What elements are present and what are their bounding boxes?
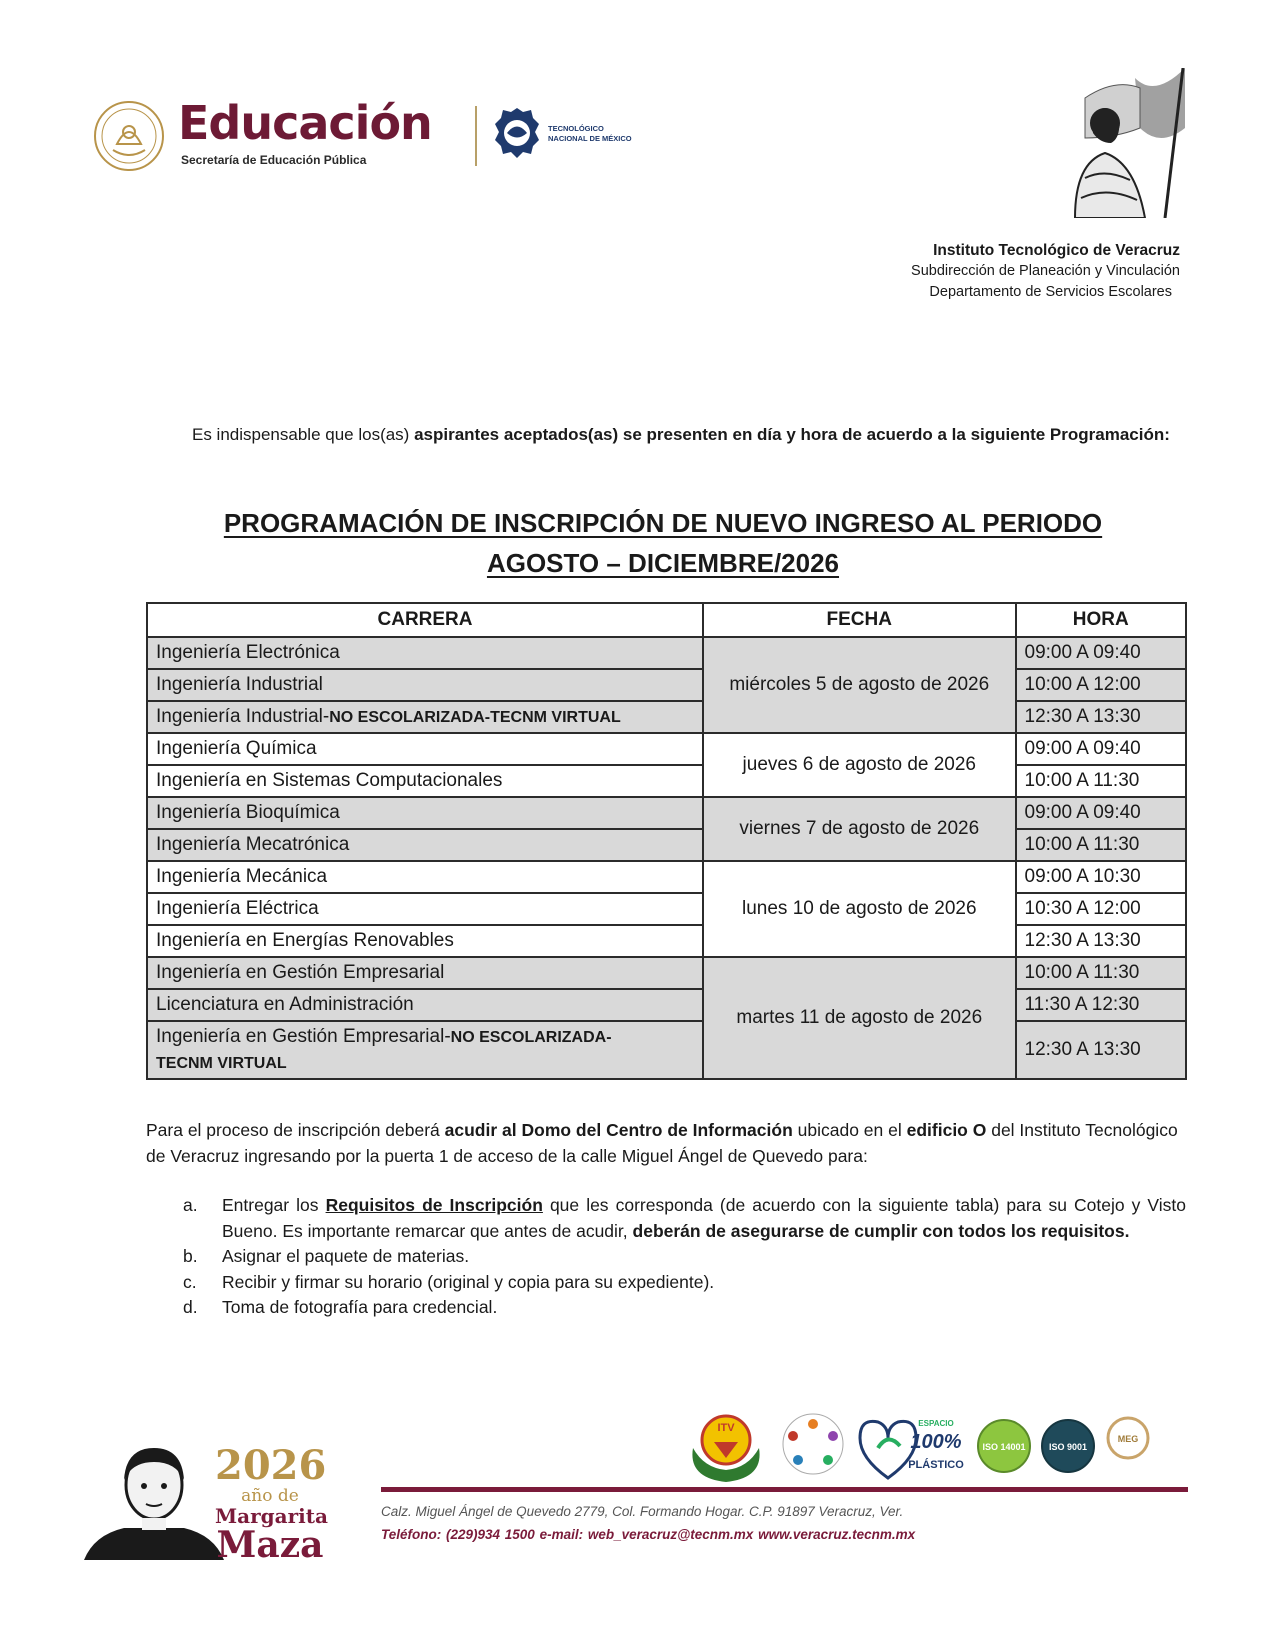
carrera-text: Ingeniería en Gestión Empresarial- — [156, 1026, 451, 1047]
hora-cell: 10:30 A 12:00 — [1016, 893, 1186, 925]
itv-label: ITV — [717, 1422, 735, 1434]
proc-bold-1: acudir al Domo del Centro de Información — [444, 1120, 793, 1140]
proc-text-3: del Instituto Tecnológico de Veracruz ingresando por la puerta 1 de acceso de la calle Miguel Ángel de Quevedo para: — [146, 1120, 1178, 1166]
footer-divider — [381, 1487, 1188, 1492]
step-a-text-1: Entregar los — [222, 1195, 326, 1215]
carrera-cell: Ingeniería en Energías Renovables — [147, 925, 703, 957]
educacion-wordmark: Educación — [178, 96, 432, 150]
tecnm-text — [548, 124, 632, 144]
proc-text-2: ubicado en el — [792, 1120, 907, 1140]
carrera-cell — [147, 701, 703, 733]
carrera-cell: Ingeniería Mecánica — [147, 861, 703, 893]
table-row — [147, 861, 1186, 893]
equity-logo-icon — [783, 1414, 843, 1474]
list-item — [183, 1244, 1186, 1270]
espacio-label: ESPACIO — [918, 1419, 954, 1428]
plastic-free-logo-icon — [860, 1419, 964, 1478]
hora-cell: 09:00 A 10:30 — [1016, 861, 1186, 893]
hora-cell: 09:00 A 09:40 — [1016, 733, 1186, 765]
step-a-text-2: que les corresponda (de acuerdo con la siguiente tabla) para su Cotejo y Visto Bueno. Es importante remarcar que antes de acudir, — [222, 1195, 1186, 1241]
table-row — [147, 637, 1186, 669]
step-b-text: Asignar el paquete de materias. — [222, 1246, 470, 1266]
table-row — [147, 957, 1186, 989]
year-ano-de: año de — [241, 1486, 299, 1506]
hora-cell: 09:00 A 09:40 — [1016, 637, 1186, 669]
hora-cell: 10:00 A 12:00 — [1016, 669, 1186, 701]
table-row — [147, 765, 1186, 797]
intro-paragraph — [192, 422, 1185, 448]
plastico-label: PLÁSTICO — [908, 1459, 964, 1471]
cien-label: 100% — [910, 1431, 962, 1453]
carrera-cell: Ingeniería Eléctrica — [147, 893, 703, 925]
requisitos-link[interactable]: Requisitos de Inscripción — [325, 1195, 543, 1215]
institution-block — [911, 240, 1180, 303]
meg-seal-icon — [1108, 1418, 1148, 1458]
iso9001-label: ISO 9001 — [1048, 1442, 1088, 1452]
steps-list — [183, 1193, 1186, 1321]
table-row — [147, 989, 1186, 1021]
year-margarita: Margarita — [215, 1504, 328, 1528]
fecha-cell: martes 11 de agosto de 2026 — [703, 957, 1016, 1079]
carrera-modalidad: NO ESCOLARIZADA-TECNM VIRTUAL — [329, 709, 621, 726]
carrera-cell: Ingeniería en Gestión Empresarial — [147, 957, 703, 989]
table-row — [147, 701, 1186, 733]
carrera-cell: Ingeniería Industrial — [147, 669, 703, 701]
sep-subtitle: Secretaría de Educación Pública — [181, 153, 367, 167]
table-row — [147, 925, 1186, 957]
header-hora: HORA — [1016, 603, 1186, 637]
header-carrera: CARRERA — [147, 603, 703, 637]
iso14001-label: ISO 14001 — [982, 1442, 1026, 1452]
schedule-table — [146, 602, 1187, 1080]
year-number: 2026 — [215, 1442, 327, 1489]
iso9001-badge-icon — [1042, 1420, 1094, 1472]
carrera-text: Ingeniería Industrial- — [156, 706, 330, 727]
carrera-cell — [147, 1021, 703, 1079]
table-header-row — [147, 603, 1186, 637]
carrera-cell: Ingeniería en Sistemas Computacionales — [147, 765, 703, 797]
carrera-cell: Ingeniería Mecatrónica — [147, 829, 703, 861]
proc-text-1: Para el proceso de inscripción deberá — [146, 1120, 445, 1140]
hora-cell: 12:30 A 13:30 — [1016, 1021, 1186, 1079]
year-maza: Maza — [216, 1524, 324, 1566]
table-row — [147, 1021, 1186, 1079]
departamento: Departamento de Servicios Escolares — [929, 284, 1172, 300]
table-row — [147, 797, 1186, 829]
margarita-maza-portrait — [84, 1440, 224, 1560]
fecha-cell: miércoles 5 de agosto de 2026 — [703, 637, 1016, 733]
tecnm-logo-icon — [493, 106, 541, 166]
carrera-modalidad: NO ESCOLARIZADA- — [450, 1029, 612, 1046]
title-line2: AGOSTO – DICIEMBRE/2026 — [486, 548, 840, 578]
list-marker: b. — [183, 1246, 198, 1266]
list-item — [183, 1270, 1186, 1296]
hora-cell: 12:30 A 13:30 — [1016, 701, 1186, 733]
carrera-cell: Ingeniería Electrónica — [147, 637, 703, 669]
list-marker: d. — [183, 1297, 198, 1317]
list-item — [183, 1193, 1186, 1244]
intro-text: Es indispensable que los(as) — [192, 425, 415, 444]
process-paragraph — [146, 1117, 1186, 1169]
title-line1: PROGRAMACIÓN DE INSCRIPCIÓN DE NUEVO INGRESO AL PERIODO — [223, 508, 1103, 538]
carrera-cell: Ingeniería Química — [147, 733, 703, 765]
mexico-seal-icon — [93, 100, 165, 172]
tecnm-line1: TECNOLÓGICO — [548, 124, 604, 133]
proc-bold-2: edificio O — [906, 1120, 987, 1140]
itv-logo-icon — [692, 1416, 759, 1482]
fecha-cell: lunes 10 de agosto de 2026 — [703, 861, 1016, 957]
table-row — [147, 893, 1186, 925]
carrera-cell: Ingeniería Bioquímica — [147, 797, 703, 829]
hora-cell: 11:30 A 12:30 — [1016, 989, 1186, 1021]
hora-cell: 10:00 A 11:30 — [1016, 765, 1186, 797]
table-row — [147, 829, 1186, 861]
hora-cell: 10:00 A 11:30 — [1016, 957, 1186, 989]
subdireccion: Subdirección de Planeación y Vinculación — [911, 263, 1180, 279]
tecnm-line2: NACIONAL DE MÉXICO — [548, 134, 632, 143]
footer-contact[interactable]: Teléfono: (229)934 1500 e-mail: web_veracruz@tecnm.mx www.veracruz.tecnm.mx — [381, 1527, 916, 1542]
list-marker: a. — [183, 1195, 198, 1215]
list-marker: c. — [183, 1271, 197, 1292]
header-fecha: FECHA — [703, 603, 1016, 637]
header-divider — [475, 106, 477, 166]
meg-label: MEG — [1117, 1434, 1139, 1444]
footer-address: Calz. Miguel Ángel de Quevedo 2779, Col. Formando Hogar. C.P. 91897 Veracruz, Ver. — [381, 1504, 904, 1519]
intro-bold: aspirantes aceptados(as) se presenten en día y hora de acuerdo a la siguiente Programación: — [414, 425, 1170, 444]
carrera-cell: Licenciatura en Administración — [147, 989, 703, 1021]
fecha-cell: viernes 7 de agosto de 2026 — [703, 797, 1016, 861]
step-d-text: Toma de fotografía para credencial. — [222, 1297, 498, 1317]
hora-cell: 10:00 A 11:30 — [1016, 829, 1186, 861]
institution-name: Instituto Tecnológico de Veracruz — [933, 242, 1180, 259]
flag-woman-illustration — [1045, 68, 1195, 218]
certification-logos — [688, 1408, 1188, 1484]
fecha-cell: jueves 6 de agosto de 2026 — [703, 733, 1016, 797]
carrera-modalidad-2: TECNM VIRTUAL — [156, 1055, 287, 1072]
hora-cell: 12:30 A 13:30 — [1016, 925, 1186, 957]
list-item — [183, 1295, 1186, 1321]
page-title — [140, 503, 1186, 583]
header-logos — [93, 96, 653, 180]
step-a-bold: deberán de asegurarse de cumplir con todos los requisitos. — [632, 1220, 1130, 1241]
hora-cell: 09:00 A 09:40 — [1016, 797, 1186, 829]
table-row — [147, 669, 1186, 701]
year-logo — [215, 1442, 328, 1566]
table-row — [147, 733, 1186, 765]
iso14001-badge-icon — [978, 1420, 1030, 1472]
step-c-text: Recibir y firmar su horario (original y copia para su expediente). — [222, 1271, 715, 1292]
